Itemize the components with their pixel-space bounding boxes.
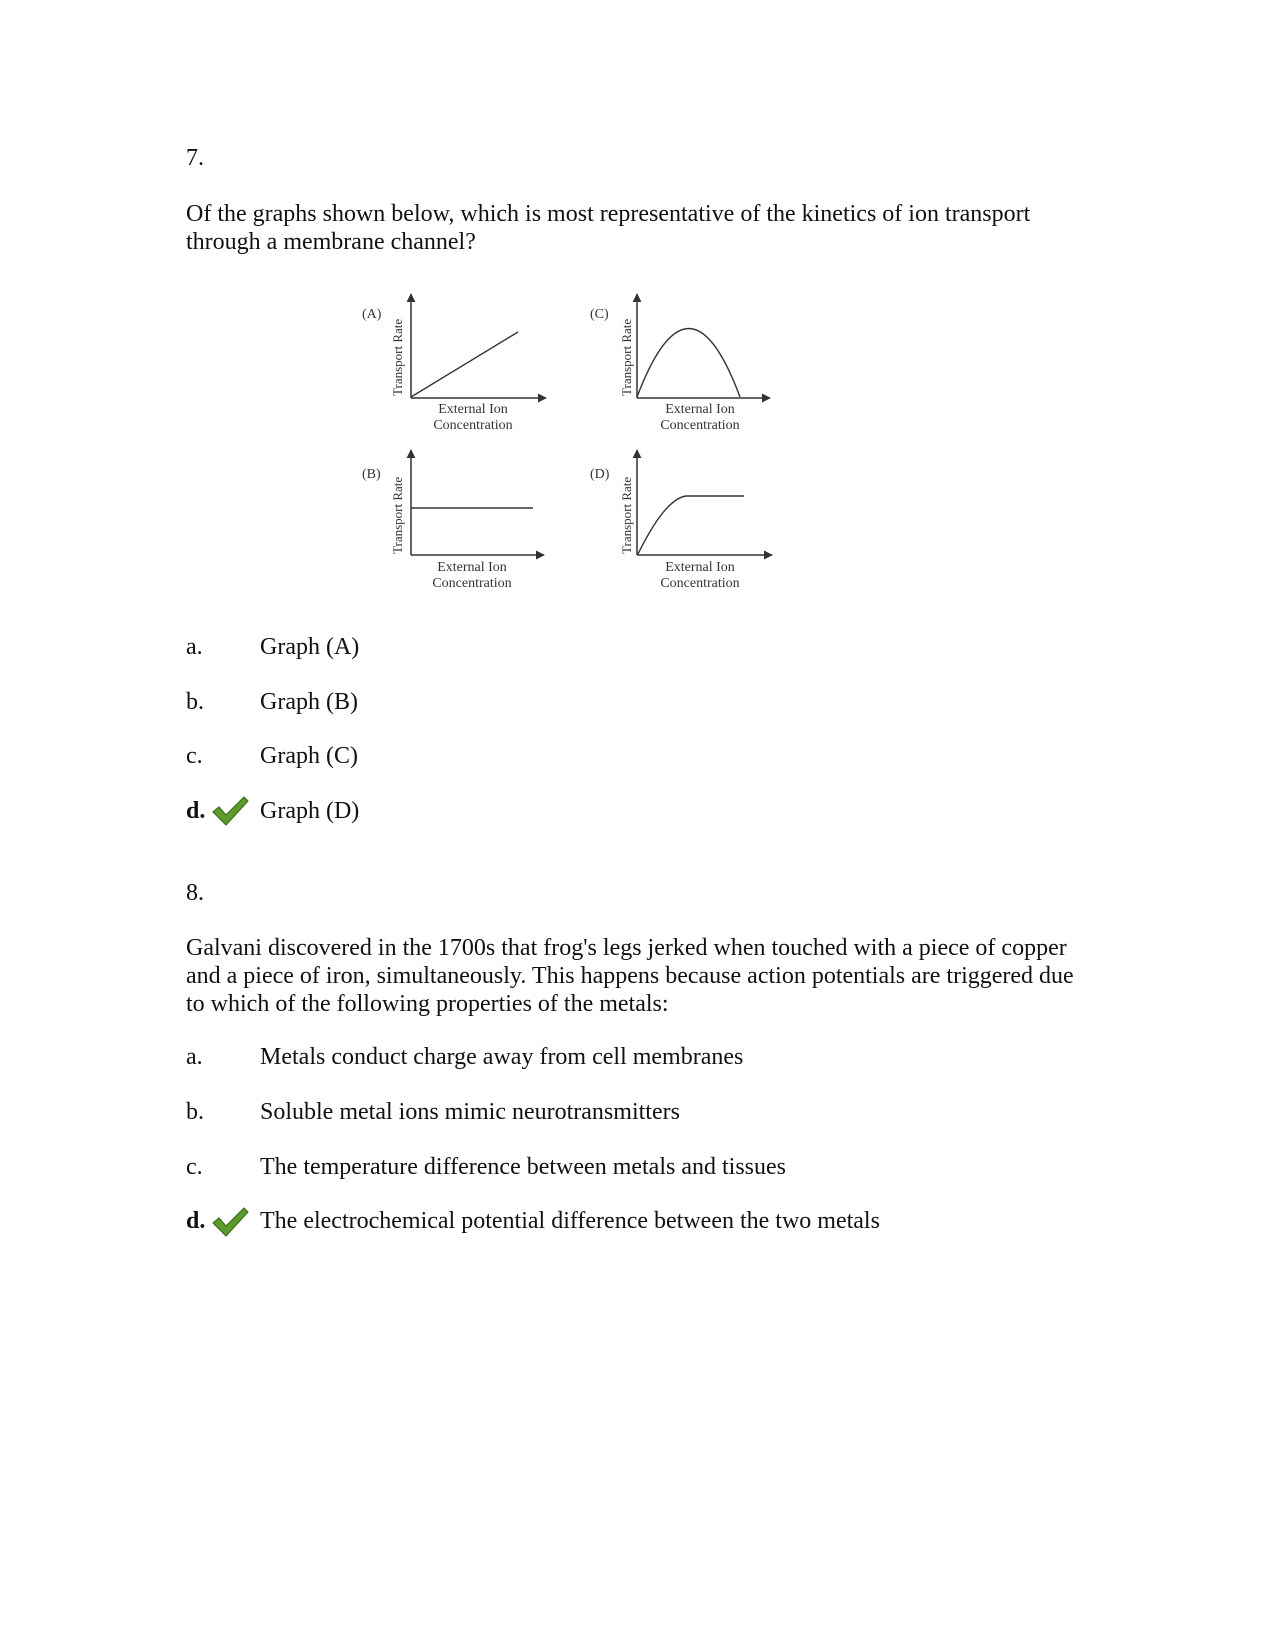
q8-option-c-text: The temperature difference between metals and tissues	[260, 1154, 786, 1180]
q8-option-d-letter: d.	[186, 1208, 206, 1234]
graph-c-curve-peak	[637, 329, 740, 398]
graph-b-ylabel: Transport Rate	[390, 476, 405, 554]
q7-option-b-text: Graph (B)	[260, 689, 358, 715]
graph-d-curve-saturating	[638, 496, 744, 554]
graph-c-xlabel-line2: Concentration	[660, 418, 740, 433]
graph-d-xlabel-line1: External Ion	[665, 560, 735, 575]
q7-option-a-text: Graph (A)	[260, 634, 360, 660]
q7-option-d-letter: d.	[186, 798, 206, 824]
graph-c-xlabel-line1: External Ion	[665, 402, 735, 417]
q7-option-b-letter: b.	[186, 689, 204, 715]
graph-a-xlabel-line1: External Ion	[438, 402, 508, 417]
graph-c	[590, 294, 770, 433]
graph-b-xlabel-line1: External Ion	[437, 560, 507, 575]
graph-b-label: (B)	[362, 467, 381, 482]
graph-c-label: (C)	[590, 307, 609, 322]
q8-option-d-text: The electrochemical potential difference between the two metals	[260, 1208, 880, 1234]
graph-b-xlabel-line2: Concentration	[432, 576, 512, 591]
question-8-number: 8.	[186, 880, 204, 906]
question-7-stem: Of the graphs shown below, which is most representative of the kinetics of ion transport through a membrane channel?	[186, 201, 1031, 255]
q8-option-b-text: Soluble metal ions mimic neurotransmitters	[260, 1099, 680, 1125]
graph-a-curve-linear	[411, 332, 518, 397]
transport-kinetics-figure	[362, 298, 820, 628]
checkmark-icon	[210, 794, 250, 828]
q7-option-a-letter: a.	[186, 634, 203, 660]
graph-b	[362, 450, 544, 591]
q7-option-c-letter: c.	[186, 743, 203, 769]
graph-c-ylabel: Transport Rate	[619, 318, 634, 396]
q8-option-a-text: Metals conduct charge away from cell membranes	[260, 1044, 744, 1070]
q7-option-c-text: Graph (C)	[260, 743, 358, 769]
graph-d	[590, 450, 772, 591]
q7-option-d-text: Graph (D)	[260, 798, 360, 824]
graph-a-ylabel: Transport Rate	[390, 318, 405, 396]
graph-d-ylabel: Transport Rate	[619, 476, 634, 554]
checkmark-icon	[210, 1205, 250, 1239]
graph-a-xlabel-line2: Concentration	[433, 418, 513, 433]
graph-d-label: (D)	[590, 467, 610, 482]
question-8-stem: Galvani discovered in the 1700s that frog's legs jerked when touched with a piece of copper and a piece of iron, simultaneously. This happens because action potentials are triggered due to which of the following properties of the metals:	[186, 935, 1074, 1017]
q8-option-a-letter: a.	[186, 1044, 203, 1070]
question-7-number: 7.	[186, 145, 204, 171]
graph-a-label: (A)	[362, 307, 382, 322]
graph-a	[362, 294, 546, 433]
q8-option-b-letter: b.	[186, 1099, 204, 1125]
q8-option-c-letter: c.	[186, 1154, 203, 1180]
graph-d-xlabel-line2: Concentration	[660, 576, 740, 591]
